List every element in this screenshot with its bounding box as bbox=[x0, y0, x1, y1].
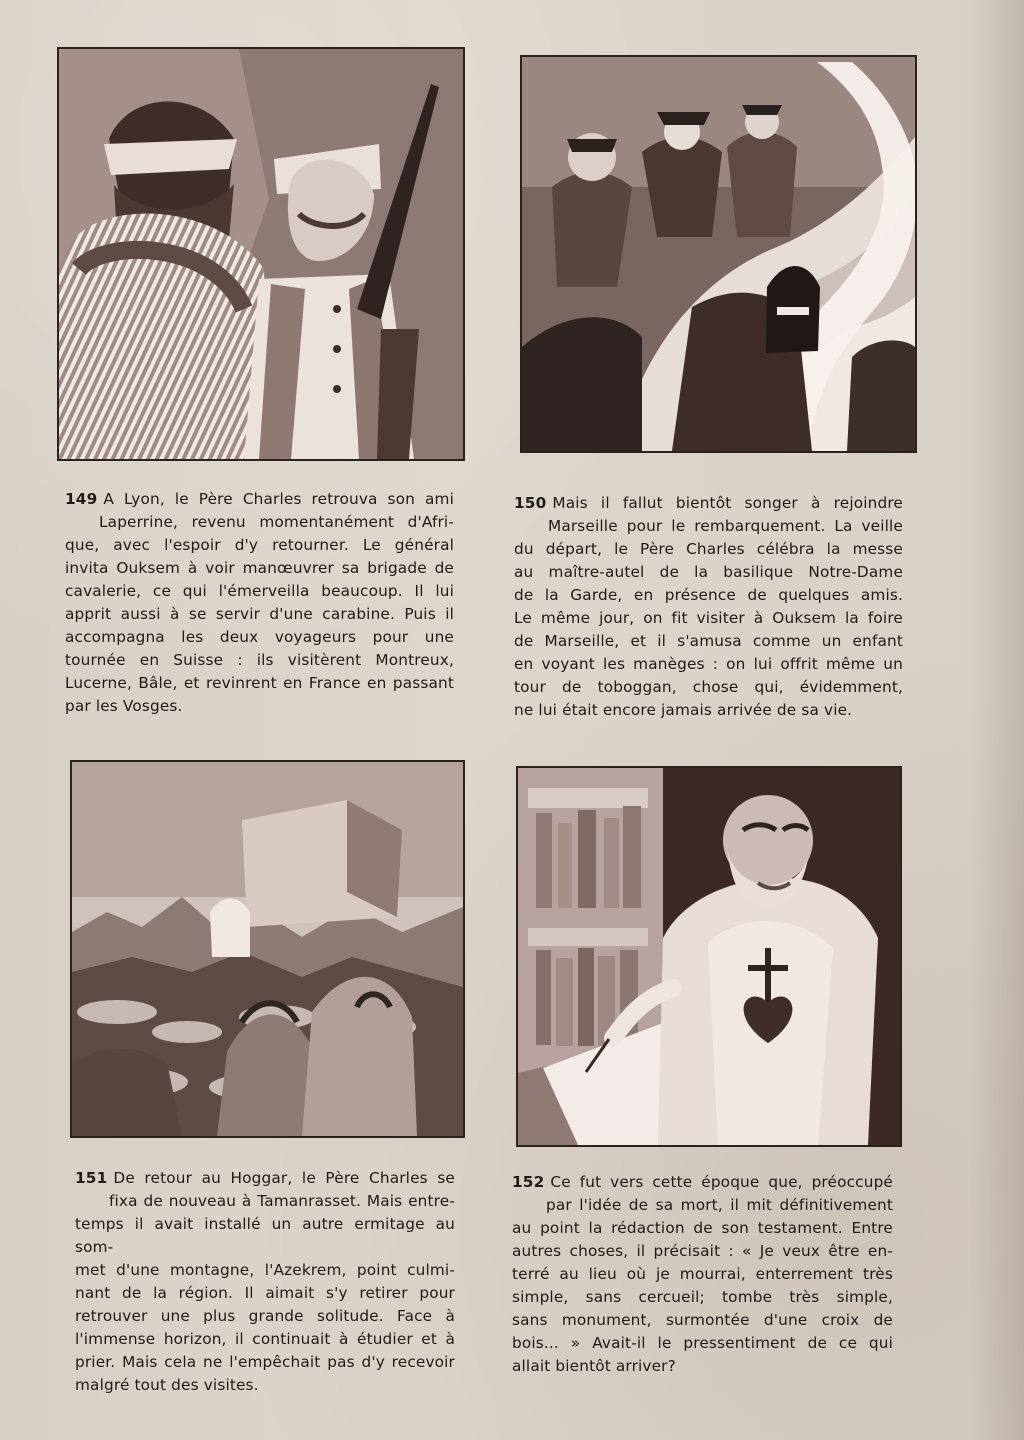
caption-152-line-9: allait bientôt arriver? bbox=[512, 1357, 676, 1375]
caption-151-line-8: prier. Mais cela ne l'empêchait pas d'y recevoir bbox=[75, 1353, 455, 1371]
caption-149-line-8: tournée en Suisse : ils visitèrent Montreux, bbox=[65, 651, 454, 669]
caption-149-line-4: invita Ouksem à voir manœuvrer sa brigade de bbox=[65, 559, 454, 577]
illustration-150-art bbox=[522, 57, 915, 451]
caption-149 bbox=[65, 488, 454, 718]
caption-149-line-3: que, avec l'espoir d'y retourner. Le général bbox=[65, 536, 454, 554]
caption-150-line-6: Le même jour, on fit visiter à Ouksem la foire bbox=[514, 609, 903, 627]
caption-150-line-3: du départ, le Père Charles célébra la messe bbox=[514, 540, 903, 558]
illustration-149-art bbox=[59, 49, 463, 459]
caption-150-line-4: au maître-autel de la basilique Notre-Dame bbox=[514, 563, 903, 581]
caption-152-line-8: bois... » Avait-il le pressentiment de ce qui bbox=[512, 1334, 893, 1352]
caption-151-line-4: met d'une montagne, l'Azekrem, point culmi- bbox=[75, 1261, 455, 1279]
caption-152-line-6: simple, sans cercueil; tombe très simple, bbox=[512, 1288, 893, 1306]
caption-151-line-1: 151 De retour au Hoggar, le Père Charles se bbox=[75, 1169, 455, 1187]
caption-149-line-6: apprit aussi à se servir d'une carabine. Puis il bbox=[65, 605, 454, 623]
caption-151-number: 151 bbox=[75, 1169, 108, 1187]
caption-151-line-5: nant de la région. Il aimait s'y retirer pour bbox=[75, 1284, 455, 1302]
illustration-150 bbox=[520, 55, 917, 453]
caption-152-line-7: sans monument, surmontée d'une croix de bbox=[512, 1311, 893, 1329]
caption-151-line-7: l'immense horizon, il continuait à étudier et à bbox=[75, 1330, 455, 1348]
illustration-151 bbox=[70, 760, 465, 1138]
caption-150-line-1: 150 Mais il fallut bientôt songer à rejoindre bbox=[514, 494, 903, 512]
illustration-149 bbox=[57, 47, 465, 461]
caption-150-line-5: de la Garde, en présence de quelques amis. bbox=[514, 586, 903, 604]
caption-150-line-10: ne lui était encore jamais arrivée de sa vie. bbox=[514, 701, 853, 719]
caption-149-line-9: Lucerne, Bâle, et revinrent en France en passant bbox=[65, 674, 454, 692]
caption-151-line-3: temps il avait installé un autre ermitage au som- bbox=[75, 1215, 455, 1256]
caption-149-number: 149 bbox=[65, 490, 98, 508]
caption-152-line-3: au point la rédaction de son testament. Entre bbox=[512, 1219, 893, 1237]
caption-150-line-9: tour de toboggan, chose qui, évidemment, bbox=[514, 678, 903, 696]
caption-152 bbox=[512, 1171, 893, 1378]
caption-149-line-7: accompagna les deux voyageurs pour une bbox=[65, 628, 454, 646]
caption-150-number: 150 bbox=[514, 494, 547, 512]
caption-152-line-4: autres choses, il précisait : « Je veux être en- bbox=[512, 1242, 893, 1260]
caption-150-line-8: en voyant les manèges : on lui offrit même un bbox=[514, 655, 903, 673]
page-fold-shadow bbox=[969, 0, 1024, 1440]
caption-152-line-2: par l'idée de sa mort, il mit définitivement bbox=[546, 1196, 893, 1214]
caption-149-line-2: Laperrine, revenu momentanément d'Afri- bbox=[99, 513, 454, 531]
caption-149-line-5: cavalerie, ce qui l'émerveilla beaucoup. Il lui bbox=[65, 582, 454, 600]
caption-151-line-6: retrouver une plus grande solitude. Face à bbox=[75, 1307, 455, 1325]
illustration-151-art bbox=[72, 762, 463, 1136]
caption-150-line-7: de Marseille, et il s'amusa comme un enfant bbox=[514, 632, 903, 650]
caption-152-number: 152 bbox=[512, 1173, 545, 1191]
caption-150-line-2: Marseille pour le rembarquement. La veille bbox=[548, 517, 903, 535]
caption-149-line-10: par les Vosges. bbox=[65, 697, 183, 715]
caption-152-line-5: terré au lieu où je mourrai, enterrement très bbox=[512, 1265, 893, 1283]
caption-151-line-9: malgré tout des visites. bbox=[75, 1376, 259, 1394]
illustration-152-art bbox=[518, 768, 900, 1145]
caption-151 bbox=[75, 1167, 455, 1397]
caption-150 bbox=[514, 492, 903, 722]
caption-151-line-2: fixa de nouveau à Tamanrasset. Mais entre- bbox=[109, 1192, 455, 1210]
illustration-152 bbox=[516, 766, 902, 1147]
caption-149-line-1: 149 A Lyon, le Père Charles retrouva son ami bbox=[65, 490, 454, 508]
caption-152-line-1: 152 Ce fut vers cette époque que, préoccupé bbox=[512, 1173, 893, 1191]
